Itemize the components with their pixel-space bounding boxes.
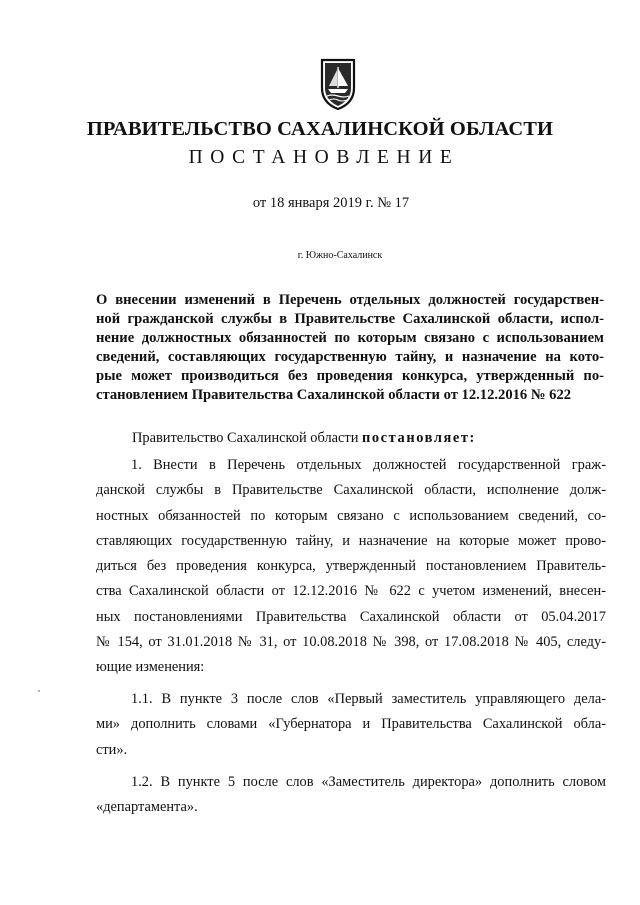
document-city: г. Южно-Сахалинск (297, 250, 383, 261)
sakhalin-coat-of-arms-icon (318, 58, 358, 110)
document-date-number: от 18 января 2019 г. № 17 (252, 195, 410, 211)
paragraph-1-2 (96, 770, 606, 821)
paragraph-1 (96, 453, 606, 681)
paragraph-line: ставляющих государственную тайну, и назначение на которые может прово- (96, 532, 606, 549)
document-subject (96, 291, 604, 405)
paragraph-line: № 154, от 31.01.2018 № 31, от 10.08.2018 № 398, от 17.08.2018 № 405, следу- (96, 634, 606, 651)
subject-line: нение должностных обязанностей по которым связано с использованием (96, 330, 604, 346)
document-type: ПОСТАНОВЛЕНИЕ (188, 147, 460, 168)
subject-line: О внесении изменений в Перечень отдельных должностей государствен- (96, 292, 604, 308)
paragraph-line: диться без проведения конкурса, утвержденный постановлением Правитель- (96, 558, 606, 575)
paragraph-line: 1.2. В пункте 5 после слов «Заместитель директора» дополнить словом (131, 774, 606, 790)
paragraph-line: сти». (96, 741, 128, 758)
scan-speck (38, 690, 40, 692)
preamble-text: Правительство Сахалинской области (132, 430, 362, 446)
paragraph-line: ми» дополнить словами «Губернатора и Правительства Сахалинской обла- (96, 716, 606, 733)
subject-line: рые может производиться без проведения конкурса, утвержденный по- (96, 368, 604, 384)
preamble-resolves: постановляет: (362, 430, 476, 446)
paragraph-line: ства Сахалинской области от 12.12.2016 № 622 с учетом изменений, внесен- (96, 583, 606, 600)
subject-line: ной гражданской службы в Правительстве Сахалинской области, испол- (96, 311, 604, 327)
paragraph-line: 1. Внести в Перечень отдельных должностей государственной граж- (131, 457, 606, 473)
paragraph-line: «департамента». (96, 799, 198, 816)
paragraph-line: 1.1. В пункте 3 после слов «Первый заместитель управляющего дела- (131, 691, 606, 707)
preamble (132, 430, 476, 447)
paragraph-line: ющие изменения: (96, 659, 205, 676)
paragraph-line: данской службы в Правительстве Сахалинской области, исполнение долж- (96, 482, 606, 499)
government-title: ПРАВИТЕЛЬСТВО САХАЛИНСКОЙ ОБЛАСТИ (86, 118, 554, 140)
subject-line: становлением Правительства Сахалинской области от 12.12.2016 № 622 (96, 387, 572, 403)
paragraph-1-1 (96, 687, 606, 763)
subject-line: сведений, составляющих государственную тайну, и назначение на кото- (96, 349, 604, 365)
paragraph-line: ностных обязанностей по которым связано с использованием сведений, со- (96, 507, 606, 524)
paragraph-line: ных постановлениями Правительства Сахалинской области от 05.04.2017 (96, 608, 606, 625)
